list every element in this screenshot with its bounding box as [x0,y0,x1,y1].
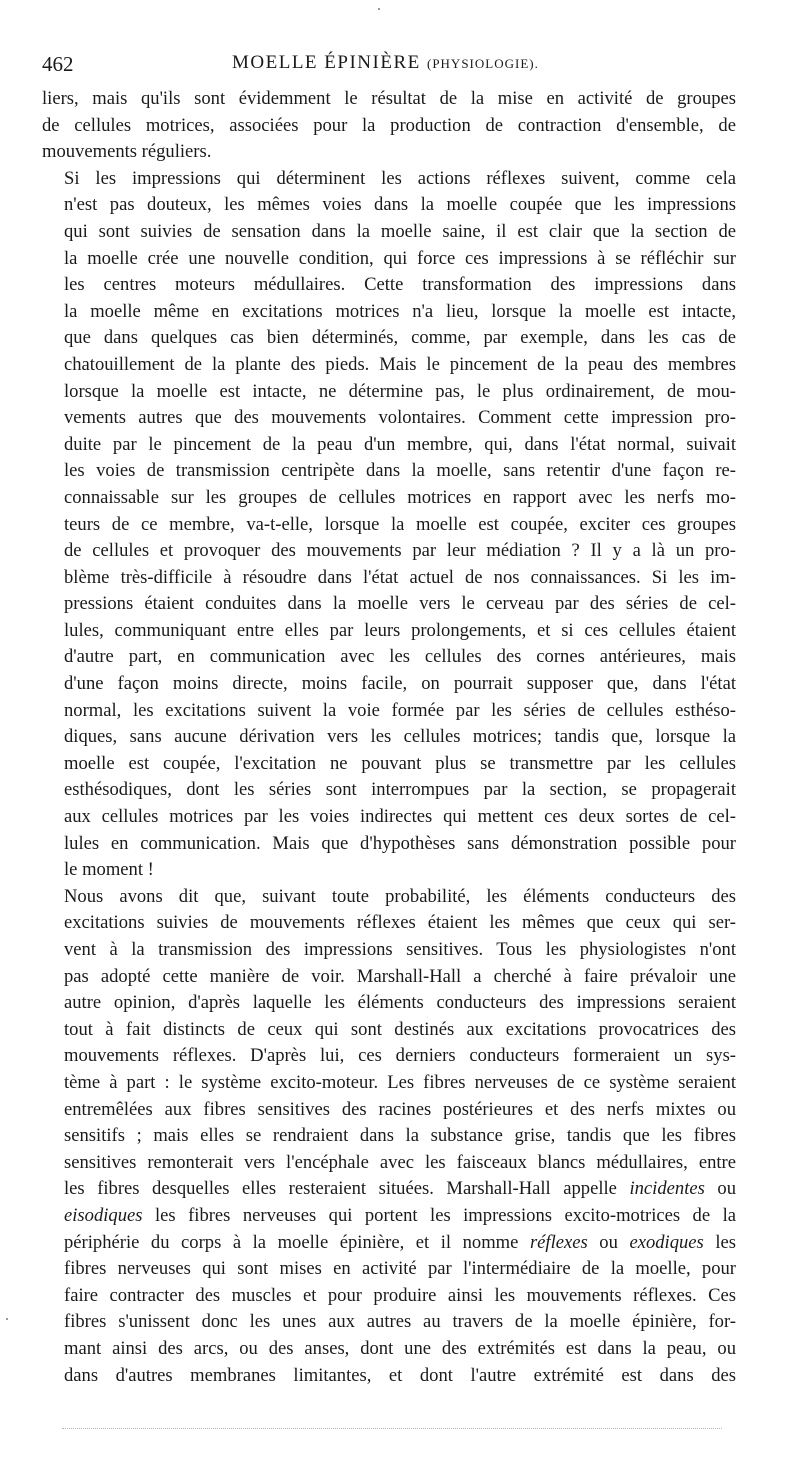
text-line: pressions étaient conduites dans la moelle vers le cerveau par des séries de cel- [64,593,736,615]
text-line: pas adopté cette manière de voir. Marshall-Hall a cherché à faire prévaloir une [64,965,736,987]
page-number: 462 [42,52,74,76]
text-line: duite par le pincement de la peau d'un membre, qui, dans l'état normal, suivait [64,433,736,455]
text-line: de cellules et provoquer des mouvements par leur médiation ? Il y a là un pro- [64,540,736,562]
text-line: entremêlées aux fibres sensitives des racines postérieures et des nerfs mixtes ou [64,1098,736,1120]
italic-term: eisodiques [64,1204,143,1226]
text-line: lorsque la moelle est intacte, ne détermine pas, le plus ordinairement, de mou- [64,380,736,402]
text-line: de cellules motrices, associées pour la production de contraction d'ensemble, de [42,114,736,136]
text-line: la moelle même en excitations motrices n'a lieu, lorsque la moelle est intacte, [64,300,736,322]
text-line: la moelle crée une nouvelle condition, qui force ces impressions à se réfléchir sur [64,247,736,269]
text-line: chatouillement de la plante des pieds. Mais le pincement de la peau des membres [64,353,736,375]
body-text [42,86,736,1389]
text-line: sensitifs ; mais elles se rendraient dans la substance grise, tandis que les fibres [64,1125,736,1147]
text-line: eisodiques les fibres nerveuses qui portent les impressions excito-motrices de la [64,1204,736,1226]
text-line: lules en communication. Mais que d'hypothèses sans démonstration possible pour [64,832,736,854]
text-line: fibres nerveuses qui sont mises en activité par l'intermédiaire de la moelle, pour [64,1258,736,1280]
text-line: vements autres que des mouvements volontaires. Comment cette impression pro- [64,407,736,429]
text-line: diques, sans aucune dérivation vers les cellules motrices; tandis que, lorsque la [64,726,736,748]
text-line: fibres s'unissent donc les unes aux autres au travers de la moelle épinière, for- [64,1311,736,1333]
text-line: mouvements réflexes. D'après lui, ces derniers conducteurs formeraient un sys- [64,1045,736,1067]
running-title-main: MOELLE ÉPINIÈRE [232,52,421,73]
text-line: n'est pas douteux, les mêmes voies dans la moelle coupée que les impressions [64,194,736,216]
print-speck [378,8,380,10]
text-line: que dans quelques cas bien déterminés, comme, par exemple, dans les cas de [64,327,736,349]
running-title [232,52,539,74]
text-line: dans d'autres membranes limitantes, et dont l'autre extrémité est dans des [64,1364,736,1386]
text-line: mouvements réguliers. [42,141,212,163]
running-title-sub: (PHYSIOLOGIE). [426,56,539,71]
text-line: excitations suivies de mouvements réflexes étaient les mêmes que ceux qui ser- [64,912,736,934]
italic-term: incidentes [629,1178,705,1200]
text-line: esthésodiques, dont les séries sont interrompues par la section, se propagerait [64,779,736,801]
text-line: les centres moteurs médullaires. Cette transformation des impressions dans [64,274,736,296]
italic-term: réflexes [529,1231,588,1253]
running-header [42,48,742,82]
italic-term: exodiques [629,1231,704,1253]
text-line: les fibres desquelles elles resteraient situées. Marshall-Hall appelle incidentes ou [64,1178,736,1200]
text-line: vent à la transmission des impressions sensitives. Tous les physiologistes n'ont [64,939,736,960]
paragraph [42,86,736,166]
text-line: Si les impressions qui déterminent les actions réflexes suivent, comme cela [64,167,736,189]
text-line: tout à fait distincts de ceux qui sont destinés aux excitations provocatrices des [64,1018,736,1040]
text-line: d'autre part, en communication avec les cellules des cornes antérieures, mais [64,646,736,668]
text-line: d'une façon moins directe, moins facile, on pourrait supposer que, dans l'état [64,673,736,695]
text-line: le moment ! [64,859,154,881]
text-line: faire contracter des muscles et pour produire ainsi les mouvements réflexes. Ces [64,1284,736,1306]
text-line: normal, les excitations suivent la voie formée par les séries de cellules esthéso- [64,699,736,721]
text-line: teurs de ce membre, va-t-elle, lorsque la moelle est coupée, exciter ces groupes [64,513,736,535]
text-line: lules, communiquant entre elles par leurs prolongements, et si ces cellules étaient [64,619,736,641]
paragraph [42,884,736,1389]
text-line: tème à part : le système excito-moteur. Les fibres nerveuses de ce système seraient [64,1071,736,1093]
footer-dotted-rule [62,1428,722,1429]
text-line: connaissable sur les groupes de cellules motrices en rapport avec les nerfs mo- [64,486,736,508]
text-line: liers, mais qu'ils sont évidemment le résultat de la mise en activité de groupes [42,88,736,109]
text-line: moelle est coupée, l'excitation ne pouvant plus se transmettre par les cellules [64,752,736,774]
text-line: sensitives remonterait vers l'encéphale avec les faisceaux blancs médullaires, entre [64,1151,736,1173]
paragraph [42,166,736,884]
text-line: Nous avons dit que, suivant toute probabilité, les éléments conducteurs des [64,885,736,907]
text-line: autre opinion, d'après laquelle les éléments conducteurs des impressions seraient [64,992,736,1014]
text-line: blème très-difficile à résoudre dans l'état actuel de nos connaissances. Si les im- [64,566,736,588]
print-speck [6,1318,8,1320]
text-line: périphérie du corps à la moelle épinière, et il nomme réflexes ou exodiques les [64,1231,736,1253]
text-line: qui sont suivies de sensation dans la moelle saine, il est clair que la section de [64,220,736,242]
text-line: mant ainsi des arcs, ou des anses, dont une des extrémités est dans la peau, ou [64,1337,736,1359]
text-line: les voies de transmission centripète dans la moelle, sans retentir d'une façon re- [64,460,736,482]
text-line: aux cellules motrices par les voies indirectes qui mettent ces deux sortes de cel- [64,806,736,828]
